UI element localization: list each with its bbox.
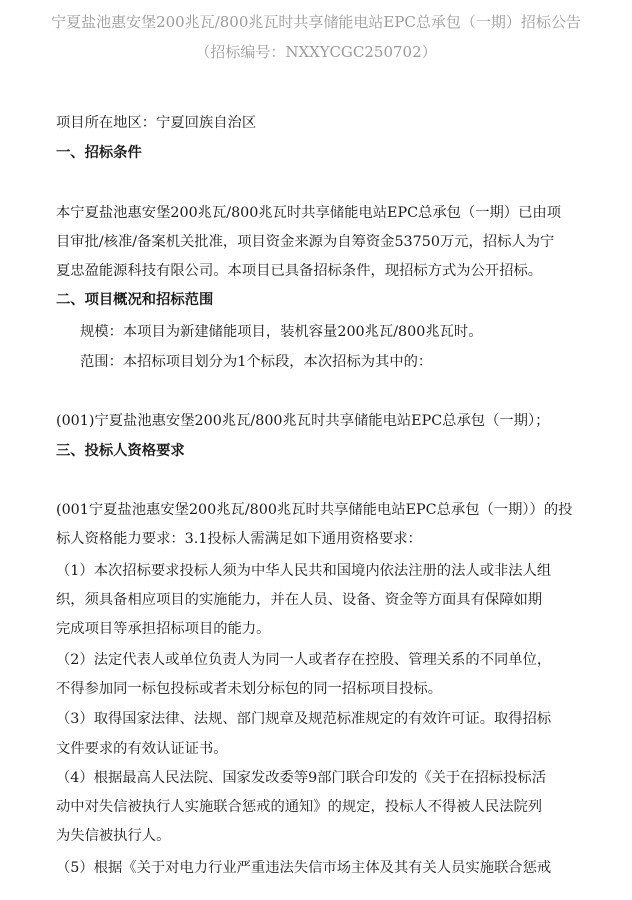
section-1-heading: 一、招标条件 [56, 145, 142, 161]
section-3-line-2: 标人资格能力要求：3.1投标人需满足如下通用资格要求： [56, 531, 422, 547]
section-3-line-5: 完成项目等承担招标项目的能力。 [56, 621, 271, 637]
section-3-line-8: （3）取得国家法律、法规、部门规章及规范标准规定的有效许可证。取得招标 [56, 711, 552, 727]
document-title: 宁夏盐池惠安堡200兆瓦/800兆瓦时共享储能电站EPC总承包（一期）招标公告 [51, 13, 581, 31]
section-1-line-2: 目审批/核准/备案机关批准，项目资金来源为自筹资金53750万元，招标人为宁 [56, 234, 555, 250]
section-2-heading: 二、项目概况和招标范围 [56, 292, 214, 308]
region-line: 项目所在地区：宁夏回族自治区 [56, 115, 257, 131]
section-1-line-1: 本宁夏盐池惠安堡200兆瓦/800兆瓦时共享储能电站EPC总承包（一期）已由项 [56, 205, 561, 221]
section-3-line-6: （2）法定代表人或单位负责人为同一人或者存在控股、管理关系的不同单位， [56, 652, 552, 668]
section-3-line-11: 动中对失信被执行人实施联合惩戒的通知》的规定，投标人不得被人民法院列 [56, 799, 543, 815]
section-3-line-4: 织，须具备相应项目的实施能力，并在人员、设备、资金等方面具有保障如期 [56, 592, 543, 608]
lot-line: (001)宁夏盐池惠安堡200兆瓦/800兆瓦时共享储能电站EPC总承包（一期）； [56, 413, 550, 429]
section-3-line-9: 文件要求的有效认证证书。 [56, 741, 228, 757]
section-3-line-13: （5）根据《关于对电力行业严重违法失信市场主体及其有关人员实施联合惩戒 [56, 860, 552, 876]
section-3-heading: 三、投标人资格要求 [56, 443, 185, 459]
section-3-line-10: （4）根据最高人民法院、国家发改委等9部门联合印发的《关于在招标投标活 [56, 770, 546, 786]
section-3-line-1: (001宁夏盐池惠安堡200兆瓦/800兆瓦时共享储能电站EPC总承包（一期））的投 [56, 502, 573, 518]
section-3-line-12: 为失信被执行人。 [56, 828, 171, 844]
section-1-line-3: 夏忠盈能源科技有限公司。本项目已具备招标条件，现招标方式为公开招标。 [56, 263, 543, 279]
section-3-line-3: （1）本次招标要求投标人须为中华人民共和国境内依法注册的法人或非法人组 [56, 563, 552, 579]
scale-line: 规模：本项目为新建储能项目，装机容量200兆瓦/800兆瓦时。 [80, 324, 483, 340]
tender-number: （招标编号：NXXYCGC250702） [195, 43, 437, 61]
section-3-line-7: 不得参加同一标包投标或者未划分标包的同一招标项目投标。 [56, 681, 443, 697]
scope-line: 范围：本招标项目划分为1个标段，本次招标为其中的： [80, 354, 433, 370]
